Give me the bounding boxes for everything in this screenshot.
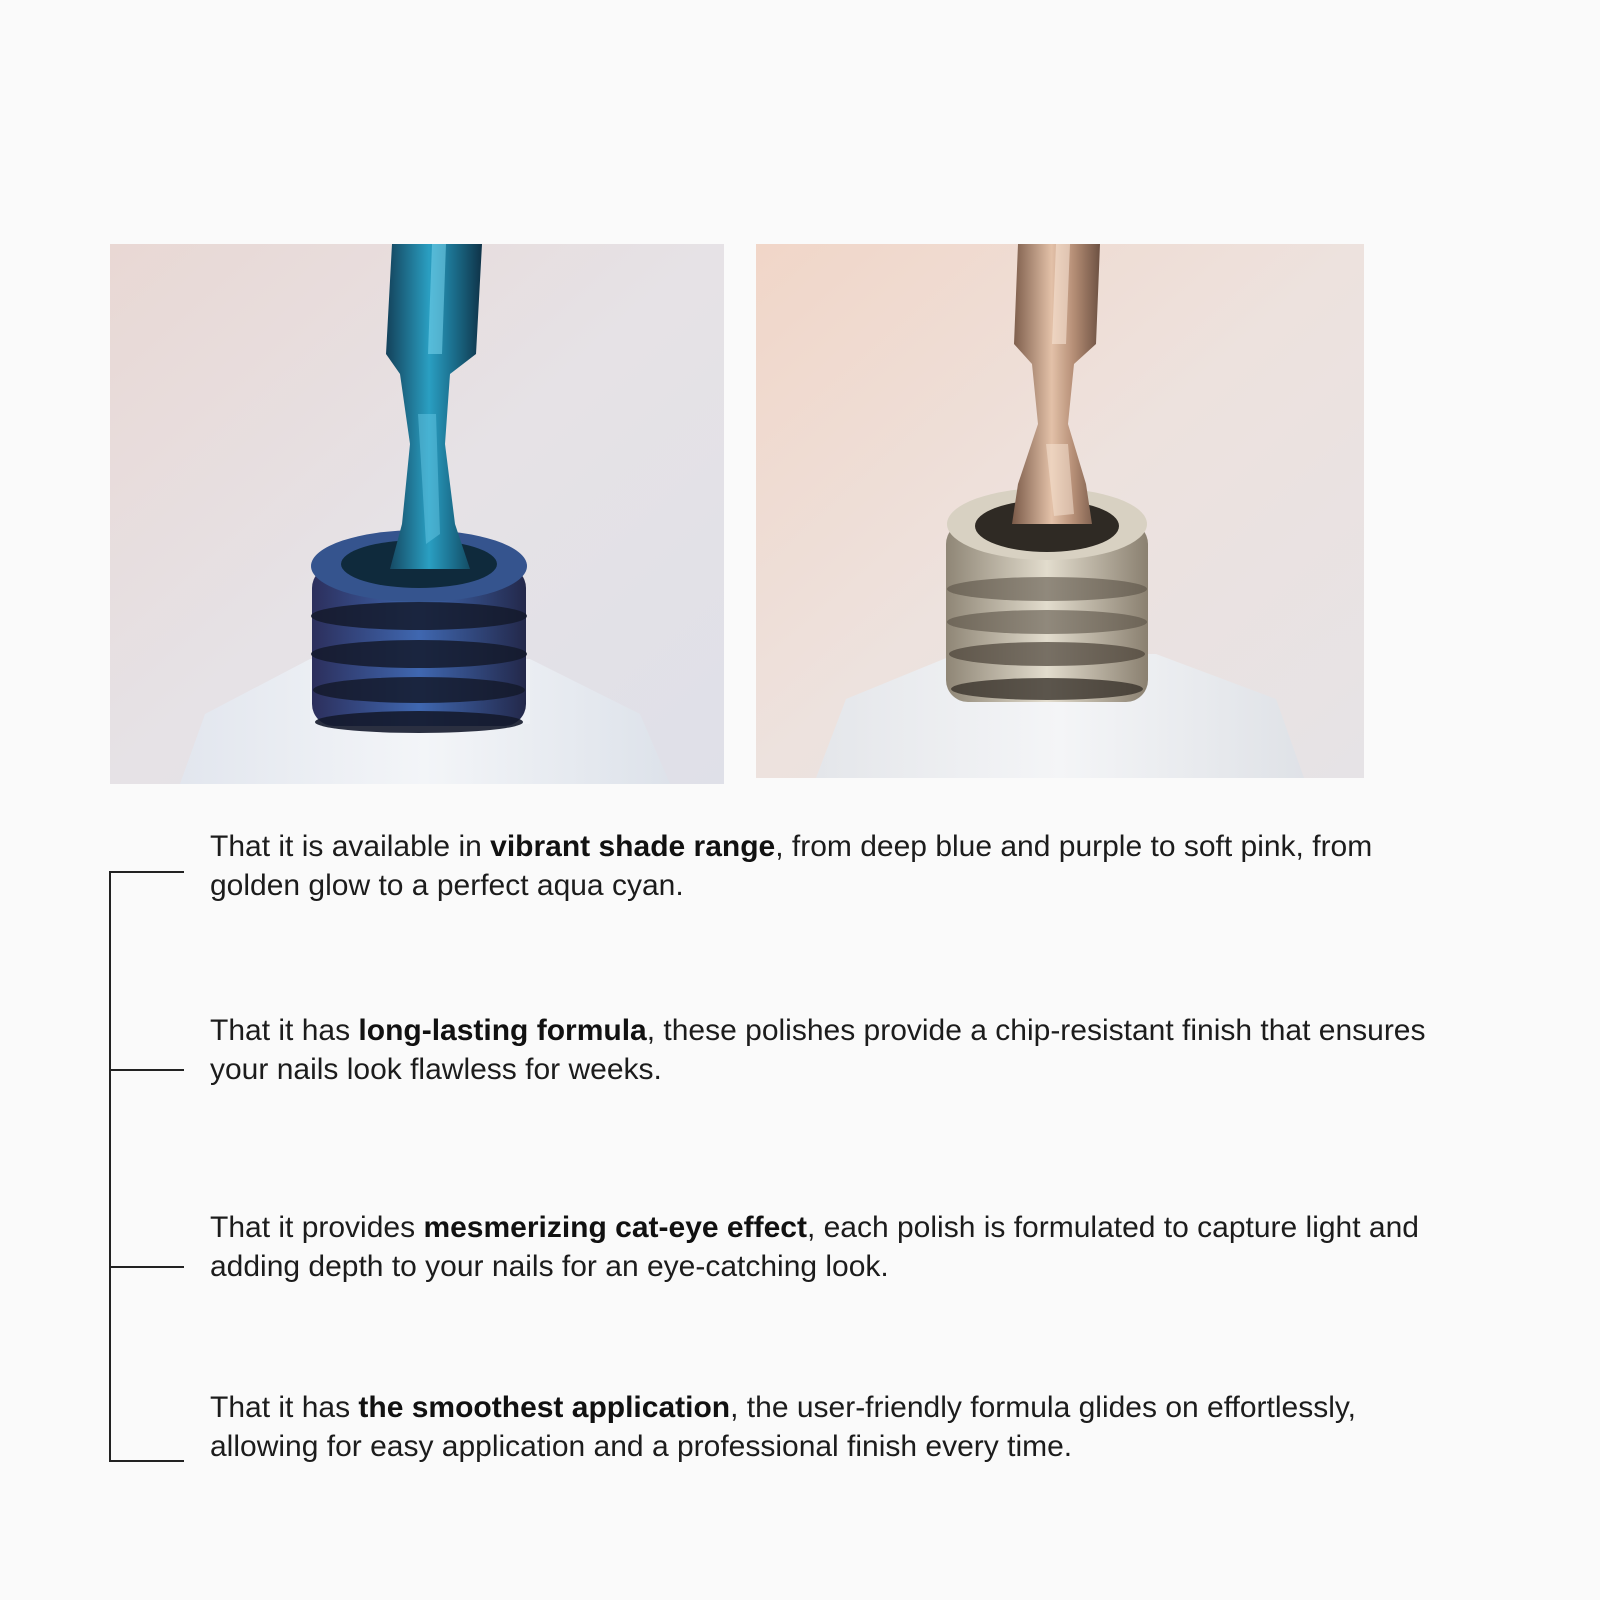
feature-tick-line [109,871,184,873]
feature-tick-line [109,1266,184,1268]
feature-smooth-application: That it has the smoothest application, the user-friendly formula glides on effortlessly, allowing for easy application and a professional finish every time. [210,1391,1356,1463]
feature-long-lasting: That it has long-lasting formula, these polishes provide a chip-resistant finish that ensures your nails look flawless for weeks. [210,1014,1426,1086]
feature-bracket-line [109,871,111,1461]
feature-cat-eye-effect: That it provides mesmerizing cat-eye effect, each polish is formulated to capture light and adding depth to your nails for an eye-catching look. [210,1211,1419,1283]
feature-shade-range: That it is available in vibrant shade range, from deep blue and purple to soft pink, from golden glow to a perfect aqua cyan. [210,830,1373,902]
gold-cat-eye-polish-photo [756,244,1364,778]
feature-tick-line [109,1460,184,1462]
feature-tick-line [109,1069,184,1071]
blue-cat-eye-polish-photo [110,244,724,784]
